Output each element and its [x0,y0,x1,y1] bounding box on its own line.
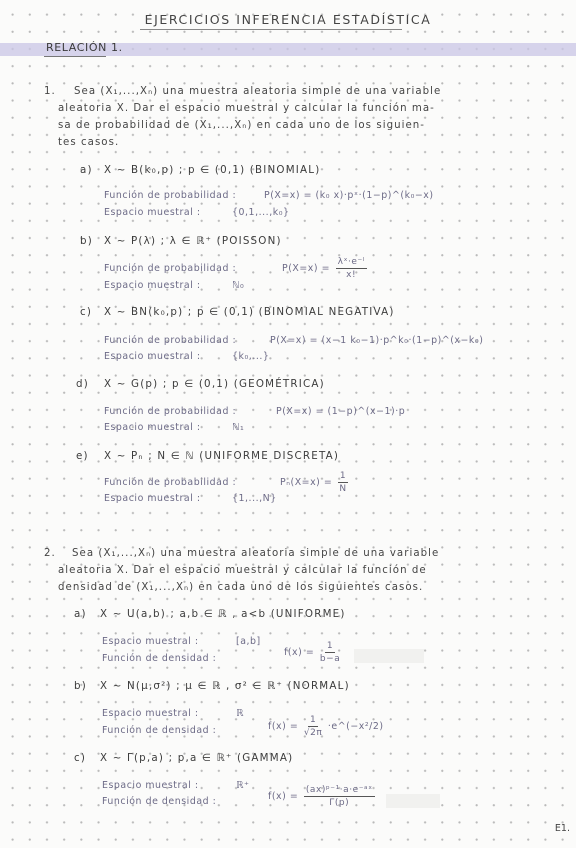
ex1-item-b-denominator: x! [346,270,357,280]
ex1-item-d-space-expr: ℕ₁ [232,422,245,433]
ex2-item-a-function-expr [284,640,342,665]
ex2-item-c-denominator: Γ(p) [329,798,350,808]
ex2-item-c-function-label: Función de densidad : [102,796,217,807]
ex2-item-b-function-label: Función de densidad : [102,725,217,736]
ex1-item-e-function-label: Función de probabilidad : [104,477,237,488]
ex2-item-a-function-label: Función de densidad : [102,653,217,664]
ex1-item-e-space-expr: {1,...,N} [232,493,277,504]
ex1-item-c-space-expr: {k₀,...} [232,351,270,362]
ex1-item-c-heading: X ~ BN(k₀,p) ; p ∈ (0,1) (BINOMIAL NEGATIVA) [104,306,395,318]
ex2-item-b-denominator: √2π [303,728,323,738]
ex1-item-e-heading: X ~ Pₙ ; N ∈ ℕ (UNIFORME DISCRETA) [104,450,340,462]
ex1-item-d-function-expr: P(X=x) = (1−p)^(x−1)·p [276,406,406,417]
ex1-item-b-lhs: P(X=x) = [282,263,331,274]
ex2-item-a-fraction [320,640,340,665]
ex2-item-c-numerator: (ax)ᵖ⁻¹·a·e⁻ᵃˣ [305,785,373,795]
ex1-item-e-lhs: Pₙ(X=x) = [280,477,333,488]
ex1-item-d-function-label: Función de probabilidad : [104,406,237,417]
highlight-patch [354,649,424,663]
ex1-item-b-heading: X ~ P(λ) ; λ ∈ ℝ⁺ (POISSON) [104,235,282,247]
ex2-item-a-heading: X ~ U(a,b) ; a,b ∈ ℝ , a<b (UNIFORME) [100,608,346,620]
ex2-item-a-space-expr: [a,b] [236,636,261,647]
ex2-item-a-numerator: 1 [326,641,334,651]
ex1-item-a-space-expr: {0,1,...,k₀} [232,207,290,218]
ex1-item-c-label: c) [80,306,93,318]
exercise-1-line-4: tes casos. [58,137,120,148]
exercise-2-line-2: aleatoria X. Dar el espacio muestral y calcular la función de [58,565,427,576]
ex1-item-e-function-expr [280,470,350,495]
exercise-2-number: 2. [44,548,56,559]
ex1-item-c-function-label: Función de probabilidad : [104,335,237,346]
ex2-item-c-lhs: f(x) = [268,791,299,802]
ex2-item-c-function-expr [268,784,377,809]
ex2-item-b-space-expr: ℝ [236,708,244,719]
ex2-item-b-fraction [304,714,323,739]
ex1-item-b-space-expr: ℕ₀ [232,280,245,291]
exercise-1-line-3: sa de probabilidad de (X₁,...,Xₙ) en cada uno de los siguien- [58,120,426,131]
ex1-item-e-fraction [338,470,348,495]
ex2-item-c-space-expr: ℝ⁺ [236,780,250,791]
title-underline [140,29,402,30]
ex1-item-e-space-label: Espacio muestral : [104,493,201,504]
ex1-item-b-function-label: Función de probabilidad : [104,263,237,274]
ex1-item-b-space-label: Espacio muestral : [104,280,201,291]
ex2-item-c-heading: X ~ Γ(p,a) ; p,a ∈ ℝ⁺ (GAMMA) [100,752,294,764]
ex1-item-a-label: a) [80,164,93,176]
section-heading: RELACIÓN 1. [46,41,123,54]
ex1-item-b-fraction [336,256,367,281]
page-number: E1. [554,823,570,834]
ex2-item-b-heading: X ~ N(μ,σ²) ; μ ∈ ℝ , σ² ∈ ℝ⁺ (NORMAL) [100,680,350,692]
ex1-item-e-numerator: 1 [339,471,347,481]
ex1-item-a-space-label: Espacio muestral : [104,207,201,218]
document-title: EJERCICIOS INFERENCIA ESTADÍSTICA [144,12,432,27]
ex1-item-b-function-expr [282,256,369,281]
exercise-1-number: 1. [44,86,56,97]
ex1-item-c-space-label: Espacio muestral : [104,351,201,362]
exercise-1-line-1: Sea (X₁,...,Xₙ) una muestra aleatoria simple de una variable [74,86,442,97]
ex2-item-b-numerator: 1 [309,715,317,725]
ex1-item-d-space-label: Espacio muestral : [104,422,201,433]
ex2-item-a-label: a) [74,608,87,620]
ex1-item-c-function-expr: P(X=x) = (x−1 k₀−1)·p^k₀·(1−p)^(x−k₀) [270,335,484,346]
ex2-item-b-function-expr [268,714,384,739]
ex1-item-e-label: e) [76,450,89,462]
ex1-item-e-denominator: N [339,484,347,494]
exercise-2-line-1: Sea (X₁,...,Xₙ) una muestra aleatoria simple de una variable [72,548,440,559]
ex2-item-c-fraction [304,784,375,809]
highlight-patch [386,794,440,808]
exercise-2-line-3: densidad de (X₁,...,Xₙ) en cada uno de los siguientes casos. [58,582,424,593]
ex2-item-a-space-label: Espacio muestral : [102,636,199,647]
exercise-1-line-2: aleatoria X. Dar el espacio muestral y calcular la función ma- [58,103,435,114]
ex2-item-b-space-label: Espacio muestral : [102,708,199,719]
ex1-item-d-heading: X ~ G(p) ; p ∈ (0,1) (GEOMÉTRICA) [104,378,325,390]
ex1-item-b-numerator: λˣ·e⁻ˡ [337,257,365,267]
ex1-item-d-label: d) [76,378,89,390]
section-heading-underline [44,56,106,57]
ex1-item-a-function-label: Función de probabilidad : [104,190,237,201]
ex1-item-a-heading: X ~ B(k₀,p) ; p ∈ (0,1) (BINOMIAL) [104,164,321,176]
ex2-item-a-denominator: b−a [319,654,341,664]
ex2-item-a-lhs: f(x) = [284,647,315,658]
ex1-item-b-label: b) [80,235,93,247]
ex1-item-a-function-expr: P(X=x) = (k₀ x)·pˣ·(1−p)^(k₀−x) [264,190,434,201]
ex2-item-c-label: c) [74,752,87,764]
ex2-item-c-space-label: Espacio muestral : [102,780,199,791]
ex2-item-b-tail: ·e^(−x²/2) [327,721,384,732]
ex2-item-b-label: b) [74,680,87,692]
ex2-item-b-lhs: f(x) = [268,721,299,732]
